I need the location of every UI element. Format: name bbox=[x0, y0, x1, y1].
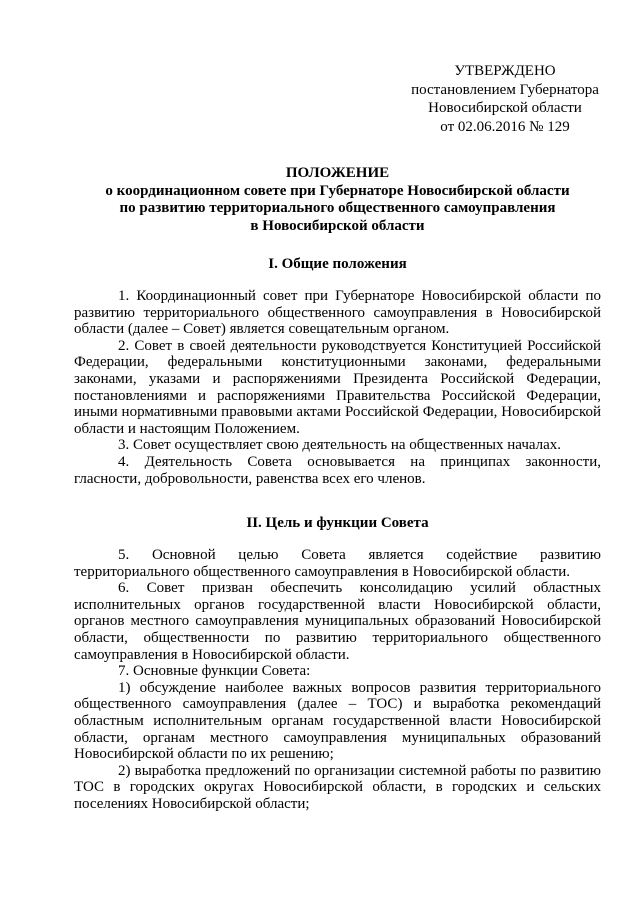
section-body bbox=[74, 547, 601, 813]
paragraph: 7. Основные функции Совета: bbox=[118, 663, 311, 680]
paragraph: 4. Деятельность Совета основывается на принципах законности, гласности, добровольности, равенства всех его членов. bbox=[74, 453, 601, 487]
section-body bbox=[74, 288, 601, 487]
paragraph: 5. Основной целью Совета является содействие развитию территориального общественного самоуправления в Новосибирской области. bbox=[74, 547, 601, 580]
title-line: по развитию территориального общественного самоуправления bbox=[119, 200, 556, 216]
paragraph: 2. Совет в своей деятельности руководствуется Конституцией Российской Федерации, федеральными конституционными законами, федеральными законами, указами и распоряжениями Президента Российской Федерации, постановлениями и распоряжениями Правительства Российской Федерации, иными нормативными правовыми актами Российской Федерации, Новосибирской области и настоящим Положением. bbox=[74, 337, 601, 437]
approval-line: от 02.06.2016 № 129 bbox=[440, 118, 570, 135]
paragraph: 1) обсуждение наиболее важных вопросов развития территориального общественного самоуправления (далее – ТОС) и выработка рекомендаций областным исполнительным органам государственной власти Новосибирской области, органам местного самоуправления муниципальных образований Новосибирской области по их решению; bbox=[74, 679, 601, 763]
section-heading: II. Цель и функции Совета bbox=[246, 515, 429, 531]
paragraph: 1. Координационный совет при Губернаторе Новосибирской области по развитию территориального общественного самоуправления в Новосибирской области (далее – Совет) является совещательным органом. bbox=[74, 288, 601, 338]
approval-line: Новосибирской области bbox=[428, 100, 582, 116]
paragraph: 2) выработка предложений по организации системной работы по развитию ТОС в городских округах Новосибирской области, в городских и сельских поселениях Новосибирской области; bbox=[74, 762, 601, 812]
section-heading: I. Общие положения bbox=[268, 256, 407, 272]
title-heading: ПОЛОЖЕНИЕ bbox=[285, 165, 390, 181]
title-line: о координационном совете при Губернаторе Новосибирской области bbox=[105, 182, 570, 199]
paragraph: 3. Совет осуществляет свою деятельность на общественных началах. bbox=[118, 437, 562, 454]
title-line: в Новосибирской области bbox=[250, 217, 425, 234]
paragraph: 6. Совет призван обеспечить консолидацию усилий областных исполнительных органов государственной власти Новосибирской области, органов местного самоуправления муниципальных образований Новосибирской области, общественности по развитию территориального общественного самоуправления в Новосибирской области. bbox=[74, 580, 601, 663]
approval-stamp bbox=[400, 62, 610, 136]
approval-line: УТВЕРЖДЕНО bbox=[454, 63, 556, 79]
document-title bbox=[74, 165, 601, 235]
approval-line: постановлением Губернатора bbox=[411, 81, 599, 98]
